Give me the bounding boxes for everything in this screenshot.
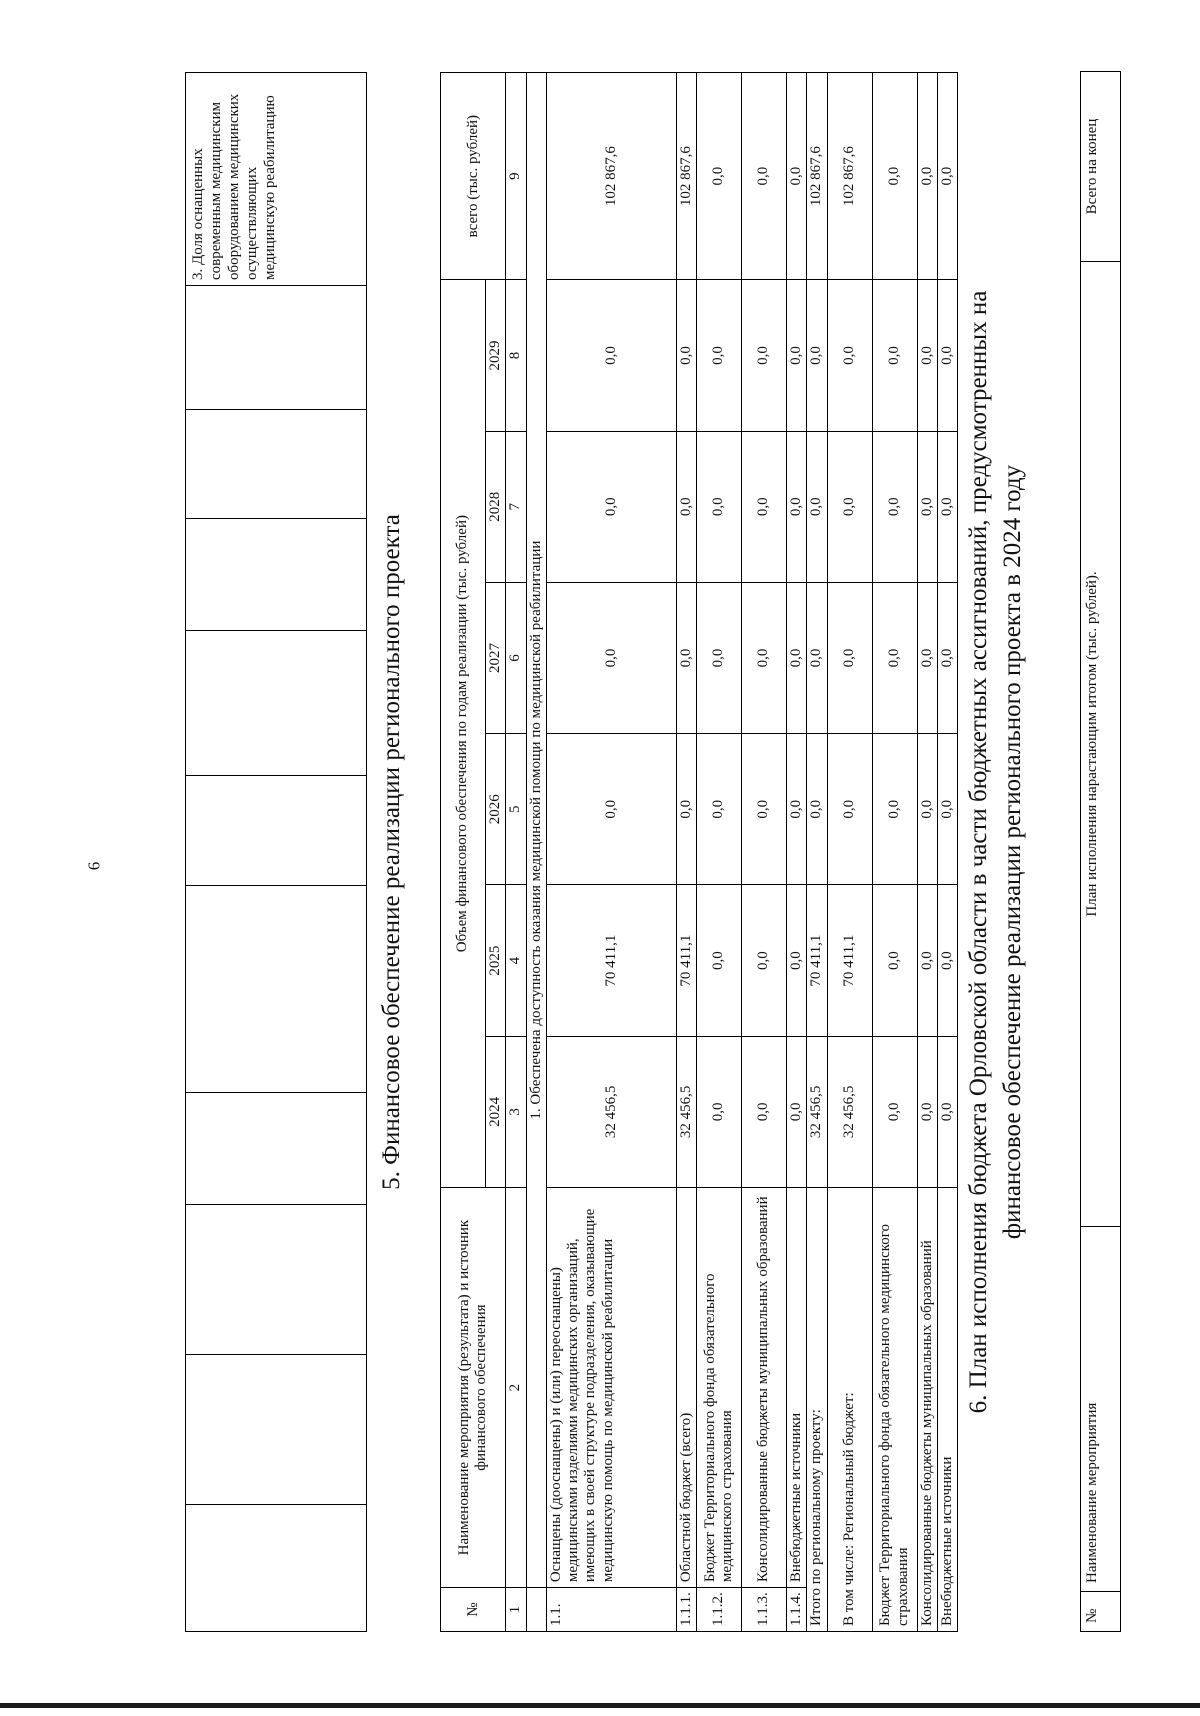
total-row-name: В том числе: Региональный бюджет: <box>827 1188 872 1632</box>
row-value: 0,0 <box>787 885 807 1036</box>
row-value: 32 456,5 <box>546 1036 676 1187</box>
total-value: 0,0 <box>807 431 827 582</box>
total-row <box>917 73 937 1632</box>
row-total: 0,0 <box>697 73 742 280</box>
total-value: 32 456,5 <box>827 1036 872 1187</box>
column-number: 3 <box>506 1036 526 1187</box>
subsection-empty-cell <box>526 1588 546 1632</box>
total-sum: 102 867,6 <box>807 73 827 280</box>
row-value: 32 456,5 <box>676 1036 696 1187</box>
column-numbers-row <box>506 73 526 1632</box>
header-no: № <box>441 1588 506 1632</box>
row-value: 0,0 <box>697 734 742 885</box>
total-value: 0,0 <box>937 431 957 582</box>
total-value: 70 411,1 <box>807 885 827 1036</box>
previous-table-continuation <box>185 72 367 1632</box>
total-value: 0,0 <box>872 582 917 733</box>
row-value: 0,0 <box>676 582 696 733</box>
row-value: 0,0 <box>697 280 742 431</box>
plan-header-total: Всего на конец <box>1081 72 1121 262</box>
header-year: 2028 <box>486 431 506 582</box>
total-row <box>937 73 957 1632</box>
row-value: 0,0 <box>676 431 696 582</box>
table-row <box>697 73 742 1632</box>
column-number: 1 <box>506 1588 526 1632</box>
row-value: 0,0 <box>787 1036 807 1187</box>
prev-cell <box>186 409 367 518</box>
row-number: 1.1.3. <box>742 1588 787 1632</box>
prev-cell <box>186 285 367 409</box>
header-year: 2024 <box>486 1036 506 1187</box>
table-row <box>676 73 696 1632</box>
total-value: 0,0 <box>807 582 827 733</box>
column-number: 5 <box>506 734 526 885</box>
total-value: 0,0 <box>827 582 872 733</box>
prev-indicator-cell: 3. Доля оснащенных современным медицинским оборудованием медицинских осуществляющих медицинскую реабилитацию <box>186 73 367 286</box>
header-name: Наименование мероприятия (результата) и источник финансового обеспечения <box>441 1188 506 1588</box>
total-value: 70 411,1 <box>827 885 872 1036</box>
total-sum: 0,0 <box>937 73 957 280</box>
column-number: 8 <box>506 280 526 431</box>
row-total: 0,0 <box>742 73 787 280</box>
row-value: 0,0 <box>742 431 787 582</box>
row-total: 102 867,6 <box>676 73 696 280</box>
total-value: 0,0 <box>827 280 872 431</box>
row-number: 1.1.4. <box>787 1588 807 1632</box>
row-value: 70 411,1 <box>676 885 696 1036</box>
prev-cell <box>186 518 367 630</box>
row-value: 0,0 <box>787 582 807 733</box>
prev-cell <box>186 885 367 1093</box>
total-value: 0,0 <box>872 885 917 1036</box>
total-value: 0,0 <box>917 885 937 1036</box>
row-name: Оснащены (дооснащены) и (или) переоснащены) медицинскими изделиями медицинских организаций, имеющих в своей структуре подразделения, оказывающие медицинскую помощь по медицинской реабилитации <box>546 1188 676 1588</box>
total-row <box>827 73 872 1632</box>
financing-table <box>440 72 958 1632</box>
row-value: 0,0 <box>742 885 787 1036</box>
row-total: 102 867,6 <box>546 73 676 280</box>
total-value: 0,0 <box>872 1036 917 1187</box>
prev-cell <box>186 1205 367 1355</box>
plan-header-name: Наименование мероприятия <box>1081 1227 1121 1592</box>
total-sum: 102 867,6 <box>827 73 872 280</box>
row-name: Бюджет Территориального фонда обязательного медицинского страхования <box>697 1188 742 1588</box>
column-number: 7 <box>506 431 526 582</box>
table-row <box>546 73 676 1632</box>
row-value: 0,0 <box>697 431 742 582</box>
total-value: 0,0 <box>827 431 872 582</box>
prev-cell <box>186 630 367 775</box>
column-number: 4 <box>506 885 526 1036</box>
section-5-title: 5. Финансовое обеспечение реализации регионального проекта <box>378 514 405 1190</box>
total-row-name: Бюджет Территориального фонда обязательного медицинского страхования <box>872 1188 917 1632</box>
row-value: 0,0 <box>546 431 676 582</box>
total-value: 0,0 <box>937 582 957 733</box>
section-6-title-line: финансовое обеспечение реализации регионального проекта в 2024 году <box>998 464 1026 1240</box>
rotated-document-sheet <box>160 72 1120 1632</box>
prev-cell <box>186 775 367 885</box>
total-row-name: Внебюджетные источники <box>937 1188 957 1632</box>
row-name: Консолидированные бюджеты муниципальных образований <box>742 1188 787 1588</box>
row-name: Внебюджетные источники <box>787 1188 807 1588</box>
column-number: 9 <box>506 73 526 280</box>
row-value: 0,0 <box>546 582 676 733</box>
row-number: 1.1.1. <box>676 1588 696 1632</box>
total-value: 0,0 <box>917 1036 937 1187</box>
row-value: 70 411,1 <box>546 885 676 1036</box>
total-row <box>872 73 917 1632</box>
column-number: 2 <box>506 1188 526 1588</box>
row-value: 0,0 <box>697 885 742 1036</box>
total-value: 0,0 <box>917 734 937 885</box>
total-sum: 0,0 <box>872 73 917 280</box>
section-6-title-line: 6. План исполнения бюджета Орловской области в части бюджетных ассигнований, предусмотренных на <box>965 290 992 1414</box>
row-value: 0,0 <box>546 280 676 431</box>
plan-header-row <box>1081 72 1121 1632</box>
budget-plan-table <box>1080 71 1121 1632</box>
header-year: 2027 <box>486 582 506 733</box>
total-value: 0,0 <box>807 734 827 885</box>
header-volume: Объем финансового обеспечения по годам реализации (тыс. рублей) <box>441 280 486 1188</box>
row-total: 0,0 <box>787 73 807 280</box>
row-value: 0,0 <box>742 1036 787 1187</box>
row-name: Областной бюджет (всего) <box>676 1188 696 1588</box>
header-year: 2029 <box>486 280 506 431</box>
column-number: 6 <box>506 582 526 733</box>
scan-edge-line <box>0 1703 1200 1708</box>
row-value: 0,0 <box>697 1036 742 1187</box>
row-number: 1.1. <box>546 1588 676 1632</box>
section-6-title <box>962 112 1030 1592</box>
header-total: всего (тыс. рублей) <box>441 73 506 280</box>
table-row <box>742 73 787 1632</box>
row-number: 1.1.2. <box>697 1588 742 1632</box>
header-year: 2026 <box>486 734 506 885</box>
prev-cell <box>186 1093 367 1205</box>
total-value: 0,0 <box>872 734 917 885</box>
row-value: 0,0 <box>742 280 787 431</box>
total-row-name: Итого по региональному проекту: <box>807 1188 827 1632</box>
total-value: 0,0 <box>872 280 917 431</box>
row-value: 0,0 <box>546 734 676 885</box>
header-year: 2025 <box>486 885 506 1036</box>
total-value: 32 456,5 <box>807 1036 827 1187</box>
row-value: 0,0 <box>676 734 696 885</box>
table-row <box>787 73 807 1632</box>
subsection-title: 1. Обеспечена доступность оказания медицинской помощи по медицинской реабилитации <box>526 73 546 1588</box>
plan-header-no: № <box>1081 1592 1121 1632</box>
total-value: 0,0 <box>937 280 957 431</box>
total-value: 0,0 <box>807 280 827 431</box>
total-value: 0,0 <box>937 1036 957 1187</box>
row-value: 0,0 <box>787 280 807 431</box>
total-row-name: Консолидированные бюджеты муниципальных образований <box>917 1188 937 1632</box>
prev-cell <box>186 1505 367 1632</box>
row-value: 0,0 <box>697 582 742 733</box>
subsection-row <box>526 73 546 1632</box>
row-value: 0,0 <box>787 734 807 885</box>
total-value: 0,0 <box>917 582 937 733</box>
row-value: 0,0 <box>787 431 807 582</box>
total-sum: 0,0 <box>917 73 937 280</box>
row-value: 0,0 <box>742 734 787 885</box>
total-value: 0,0 <box>937 885 957 1036</box>
row-value: 0,0 <box>742 582 787 733</box>
row-value: 0,0 <box>676 280 696 431</box>
total-value: 0,0 <box>937 734 957 885</box>
plan-header-plan: План исполнения нарастающим итогом (тыс. рублей). <box>1081 262 1121 1227</box>
total-value: 0,0 <box>917 280 937 431</box>
prev-cell <box>186 1355 367 1505</box>
total-row <box>807 73 827 1632</box>
total-value: 0,0 <box>917 431 937 582</box>
total-value: 0,0 <box>827 734 872 885</box>
page-number: 6 <box>84 861 104 871</box>
header-row <box>441 73 486 1632</box>
total-value: 0,0 <box>872 431 917 582</box>
